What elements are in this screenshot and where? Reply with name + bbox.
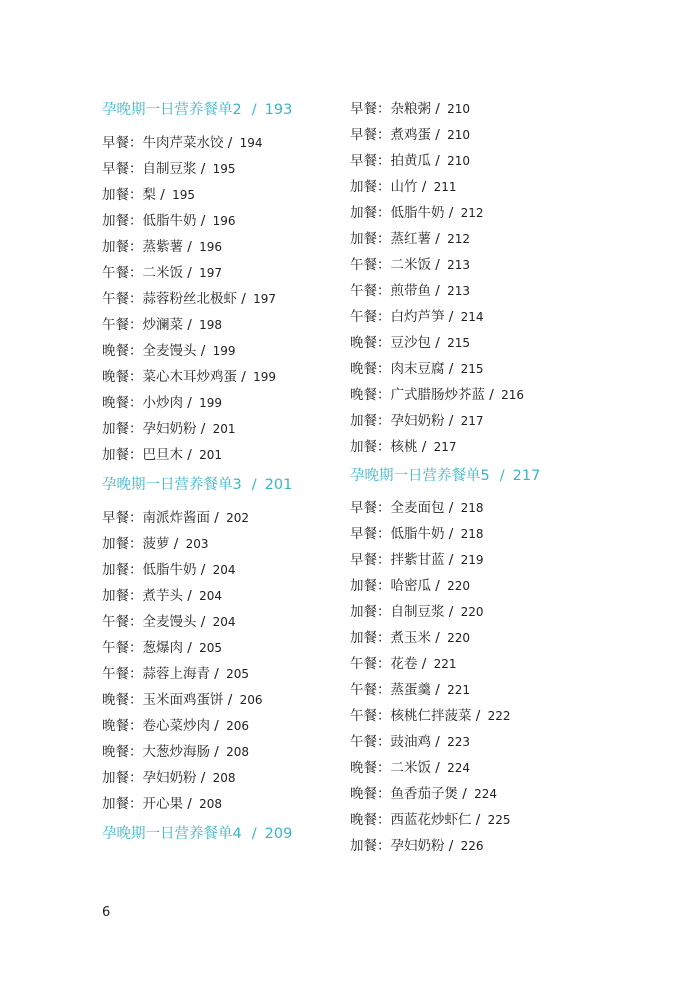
section-separator: / bbox=[251, 826, 257, 842]
toc-entry[interactable] bbox=[350, 174, 600, 200]
toc-entry-page: 215 bbox=[447, 336, 471, 350]
toc-right-column bbox=[350, 96, 600, 859]
toc-entry-page: 201 bbox=[212, 422, 236, 436]
toc-entry-label: 加餐：低脂牛奶 / bbox=[102, 562, 210, 578]
toc-entry-label: 午餐：葱爆肉 / bbox=[102, 640, 197, 656]
toc-entry-label: 晚餐：小炒肉 / bbox=[102, 395, 197, 411]
toc-entry-label: 加餐：核桃 / bbox=[350, 439, 431, 455]
toc-entry-page: 211 bbox=[433, 180, 457, 194]
toc-entry[interactable] bbox=[350, 252, 600, 278]
toc-entry-label: 午餐：核桃仁拌菠菜 / bbox=[350, 708, 485, 724]
toc-entry-label: 午餐：全麦馒头 / bbox=[102, 614, 210, 630]
toc-entry-page: 225 bbox=[487, 813, 511, 827]
toc-entry[interactable] bbox=[350, 651, 600, 677]
section-separator: / bbox=[251, 477, 257, 493]
toc-entry-label: 晚餐：广式腊肠炒芥蓝 / bbox=[350, 387, 499, 403]
toc-entry-page: 198 bbox=[199, 318, 223, 332]
toc-entry-page: 217 bbox=[433, 440, 457, 454]
toc-entry-label: 午餐：豉油鸡 / bbox=[350, 734, 445, 750]
toc-entry-label: 加餐：孕妇奶粉 / bbox=[350, 838, 458, 854]
section-page-number: 217 bbox=[512, 468, 541, 484]
toc-entry-label: 晚餐：卷心菜炒肉 / bbox=[102, 718, 224, 734]
toc-entry-label: 午餐：蒸蛋羹 / bbox=[350, 682, 445, 698]
toc-entry[interactable] bbox=[350, 226, 600, 252]
toc-entry[interactable] bbox=[350, 781, 600, 807]
toc-entry[interactable] bbox=[102, 557, 352, 583]
toc-entry[interactable] bbox=[102, 364, 352, 390]
toc-entry-label: 加餐：煮芋头 / bbox=[102, 588, 197, 604]
toc-entry-label: 加餐：低脂牛奶 / bbox=[350, 205, 458, 221]
toc-entry-label: 加餐：山竹 / bbox=[350, 179, 431, 195]
toc-entry-label: 加餐：蒸红薯 / bbox=[350, 231, 445, 247]
toc-entry[interactable] bbox=[102, 583, 352, 609]
toc-entry-page: 199 bbox=[199, 396, 223, 410]
toc-entry-page: 221 bbox=[433, 657, 457, 671]
toc-entry[interactable] bbox=[102, 182, 352, 208]
section-title bbox=[350, 466, 600, 486]
toc-entry[interactable] bbox=[102, 609, 352, 635]
toc-entry-page: 214 bbox=[460, 310, 484, 324]
toc-entry-label: 加餐：开心果 / bbox=[102, 796, 197, 812]
toc-entry[interactable] bbox=[102, 416, 352, 442]
toc-entry-page: 224 bbox=[474, 787, 498, 801]
toc-entry-label: 加餐：菠萝 / bbox=[102, 536, 183, 552]
toc-entry-page: 195 bbox=[212, 162, 236, 176]
toc-entry-page: 218 bbox=[460, 501, 484, 515]
toc-entry-label: 加餐：蒸紫薯 / bbox=[102, 239, 197, 255]
toc-entry[interactable] bbox=[350, 573, 600, 599]
toc-entry-label: 加餐：低脂牛奶 / bbox=[102, 213, 210, 229]
toc-entry[interactable] bbox=[350, 122, 600, 148]
toc-entry-page: 205 bbox=[226, 667, 250, 681]
toc-entry-label: 午餐：花卷 / bbox=[350, 656, 431, 672]
toc-entry-page: 204 bbox=[212, 563, 236, 577]
toc-entry-page: 203 bbox=[185, 537, 209, 551]
toc-entry[interactable] bbox=[350, 278, 600, 304]
toc-entry-page: 212 bbox=[460, 206, 484, 220]
toc-entry[interactable] bbox=[102, 635, 352, 661]
toc-entry[interactable] bbox=[102, 130, 352, 156]
toc-entry[interactable] bbox=[102, 260, 352, 286]
section-title-text: 孕晚期一日营养餐单2 bbox=[102, 102, 242, 118]
toc-entry[interactable] bbox=[102, 234, 352, 260]
toc-entry[interactable] bbox=[102, 765, 352, 791]
toc-entry[interactable] bbox=[350, 729, 600, 755]
toc-entry-page: 206 bbox=[239, 693, 263, 707]
toc-entry-page: 217 bbox=[460, 414, 484, 428]
toc-entry-page: 220 bbox=[447, 631, 471, 645]
toc-entry-page: 197 bbox=[253, 292, 277, 306]
toc-entry-label: 晚餐：鱼香茄子煲 / bbox=[350, 786, 472, 802]
toc-entry-label: 早餐：牛肉芹菜水饺 / bbox=[102, 135, 237, 151]
toc-entry-label: 早餐：杂粮粥 / bbox=[350, 101, 445, 117]
toc-entry-label: 午餐：炒澜菜 / bbox=[102, 317, 197, 333]
toc-entry[interactable] bbox=[350, 356, 600, 382]
toc-entry-label: 午餐：煎带鱼 / bbox=[350, 283, 445, 299]
toc-entry[interactable] bbox=[350, 330, 600, 356]
toc-entry-label: 晚餐：全麦馒头 / bbox=[102, 343, 210, 359]
toc-entry[interactable] bbox=[102, 208, 352, 234]
toc-entry-label: 加餐：煮玉米 / bbox=[350, 630, 445, 646]
toc-entry-label: 晚餐：二米饭 / bbox=[350, 760, 445, 776]
section-page-number: 209 bbox=[264, 826, 293, 842]
toc-entry-label: 晚餐：西蓝花炒虾仁 / bbox=[350, 812, 485, 828]
toc-entry-label: 加餐：孕妇奶粉 / bbox=[350, 413, 458, 429]
toc-entry-label: 加餐：孕妇奶粉 / bbox=[102, 770, 210, 786]
toc-entry[interactable] bbox=[102, 791, 352, 817]
toc-entry-label: 晚餐：菜心木耳炒鸡蛋 / bbox=[102, 369, 251, 385]
toc-entry-page: 216 bbox=[501, 388, 525, 402]
toc-entry-label: 加餐：巴旦木 / bbox=[102, 447, 197, 463]
toc-entry-page: 199 bbox=[212, 344, 236, 358]
toc-entry-label: 早餐：拍黄瓜 / bbox=[350, 153, 445, 169]
toc-entry-label: 午餐：白灼芦笋 / bbox=[350, 309, 458, 325]
toc-entry[interactable] bbox=[350, 200, 600, 226]
toc-entry-label: 加餐：梨 / bbox=[102, 187, 170, 203]
toc-entry[interactable] bbox=[350, 304, 600, 330]
toc-entry-page: 201 bbox=[199, 448, 223, 462]
toc-entry-page: 208 bbox=[212, 771, 236, 785]
section-page-number: 201 bbox=[264, 477, 293, 493]
toc-entry-page: 199 bbox=[253, 370, 277, 384]
page-number: 6 bbox=[102, 905, 111, 920]
toc-entry-label: 午餐：二米饭 / bbox=[350, 257, 445, 273]
toc-entry-page: 213 bbox=[447, 258, 471, 272]
toc-entry[interactable] bbox=[102, 739, 352, 765]
toc-entry-label: 午餐：蒜蓉粉丝北极虾 / bbox=[102, 291, 251, 307]
toc-entry[interactable] bbox=[350, 96, 600, 122]
toc-entry[interactable] bbox=[102, 286, 352, 312]
toc-entry-page: 202 bbox=[226, 511, 250, 525]
section-title-text: 孕晚期一日营养餐单4 bbox=[102, 826, 242, 842]
toc-entry-label: 加餐：孕妇奶粉 / bbox=[102, 421, 210, 437]
toc-entry[interactable] bbox=[102, 390, 352, 416]
toc-entry-page: 219 bbox=[460, 553, 484, 567]
toc-entry-page: 204 bbox=[212, 615, 236, 629]
toc-entry-label: 加餐：哈密瓜 / bbox=[350, 578, 445, 594]
toc-entry-page: 223 bbox=[447, 735, 471, 749]
toc-entry-label: 午餐：二米饭 / bbox=[102, 265, 197, 281]
toc-entry[interactable] bbox=[102, 531, 352, 557]
toc-entry-page: 208 bbox=[199, 797, 223, 811]
toc-entry-page: 220 bbox=[460, 605, 484, 619]
section-separator: / bbox=[251, 102, 257, 118]
toc-entry[interactable] bbox=[102, 713, 352, 739]
toc-entry-page: 213 bbox=[447, 284, 471, 298]
toc-entry[interactable] bbox=[350, 599, 600, 625]
section-title bbox=[102, 475, 352, 495]
toc-entry-page: 221 bbox=[447, 683, 471, 697]
toc-entry[interactable] bbox=[102, 156, 352, 182]
toc-left-column bbox=[102, 96, 352, 854]
toc-entry[interactable] bbox=[350, 547, 600, 573]
toc-entry-page: 204 bbox=[199, 589, 223, 603]
toc-entry-label: 早餐：煮鸡蛋 / bbox=[350, 127, 445, 143]
toc-entry-page: 196 bbox=[199, 240, 223, 254]
toc-entry-label: 早餐：低脂牛奶 / bbox=[350, 526, 458, 542]
toc-entry[interactable] bbox=[350, 677, 600, 703]
section-title-text: 孕晚期一日营养餐单5 bbox=[350, 468, 490, 484]
toc-entry-label: 晚餐：豆沙包 / bbox=[350, 335, 445, 351]
toc-entry-page: 224 bbox=[447, 761, 471, 775]
toc-entry-page: 197 bbox=[199, 266, 223, 280]
toc-entry[interactable] bbox=[350, 625, 600, 651]
section-title-text: 孕晚期一日营养餐单3 bbox=[102, 477, 242, 493]
section-title bbox=[102, 824, 352, 844]
toc-entry[interactable] bbox=[350, 755, 600, 781]
toc-entry[interactable] bbox=[350, 833, 600, 859]
toc-entry-page: 220 bbox=[447, 579, 471, 593]
toc-entry-page: 196 bbox=[212, 214, 236, 228]
toc-entry[interactable] bbox=[350, 148, 600, 174]
section-page-number: 193 bbox=[264, 102, 293, 118]
toc-entry-label: 午餐：蒜蓉上海青 / bbox=[102, 666, 224, 682]
toc-entry[interactable] bbox=[102, 442, 352, 468]
toc-entry-page: 208 bbox=[226, 745, 250, 759]
toc-entry-label: 早餐：拌紫甘蓝 / bbox=[350, 552, 458, 568]
toc-entry[interactable] bbox=[102, 687, 352, 713]
toc-entry-page: 218 bbox=[460, 527, 484, 541]
toc-entry-label: 晚餐：玉米面鸡蛋饼 / bbox=[102, 692, 237, 708]
section-title bbox=[102, 100, 352, 120]
toc-entry-page: 210 bbox=[447, 128, 471, 142]
toc-entry-label: 早餐：全麦面包 / bbox=[350, 500, 458, 516]
toc-entry-label: 加餐：自制豆浆 / bbox=[350, 604, 458, 620]
toc-entry-page: 195 bbox=[172, 188, 196, 202]
toc-entry-label: 晚餐：大葱炒海肠 / bbox=[102, 744, 224, 760]
toc-entry[interactable] bbox=[350, 703, 600, 729]
toc-entry-page: 206 bbox=[226, 719, 250, 733]
toc-entry-label: 晚餐：肉末豆腐 / bbox=[350, 361, 458, 377]
toc-entry[interactable] bbox=[102, 338, 352, 364]
toc-entry-page: 210 bbox=[447, 154, 471, 168]
toc-entry-page: 212 bbox=[447, 232, 471, 246]
toc-entry-page: 222 bbox=[487, 709, 511, 723]
toc-entry[interactable] bbox=[102, 312, 352, 338]
toc-entry[interactable] bbox=[350, 521, 600, 547]
toc-entry[interactable] bbox=[350, 495, 600, 521]
toc-entry[interactable] bbox=[102, 661, 352, 687]
toc-entry[interactable] bbox=[350, 382, 600, 408]
toc-entry-page: 205 bbox=[199, 641, 223, 655]
section-separator: / bbox=[499, 468, 505, 484]
toc-entry[interactable] bbox=[350, 807, 600, 833]
toc-entry-page: 215 bbox=[460, 362, 484, 376]
toc-entry-page: 194 bbox=[239, 136, 263, 150]
toc-entry-label: 早餐：南派炸酱面 / bbox=[102, 510, 224, 526]
toc-entry-page: 226 bbox=[460, 839, 484, 853]
toc-entry[interactable] bbox=[102, 505, 352, 531]
toc-entry[interactable] bbox=[350, 408, 600, 434]
toc-entry-page: 210 bbox=[447, 102, 471, 116]
toc-entry-label: 早餐：自制豆浆 / bbox=[102, 161, 210, 177]
toc-entry[interactable] bbox=[350, 434, 600, 460]
